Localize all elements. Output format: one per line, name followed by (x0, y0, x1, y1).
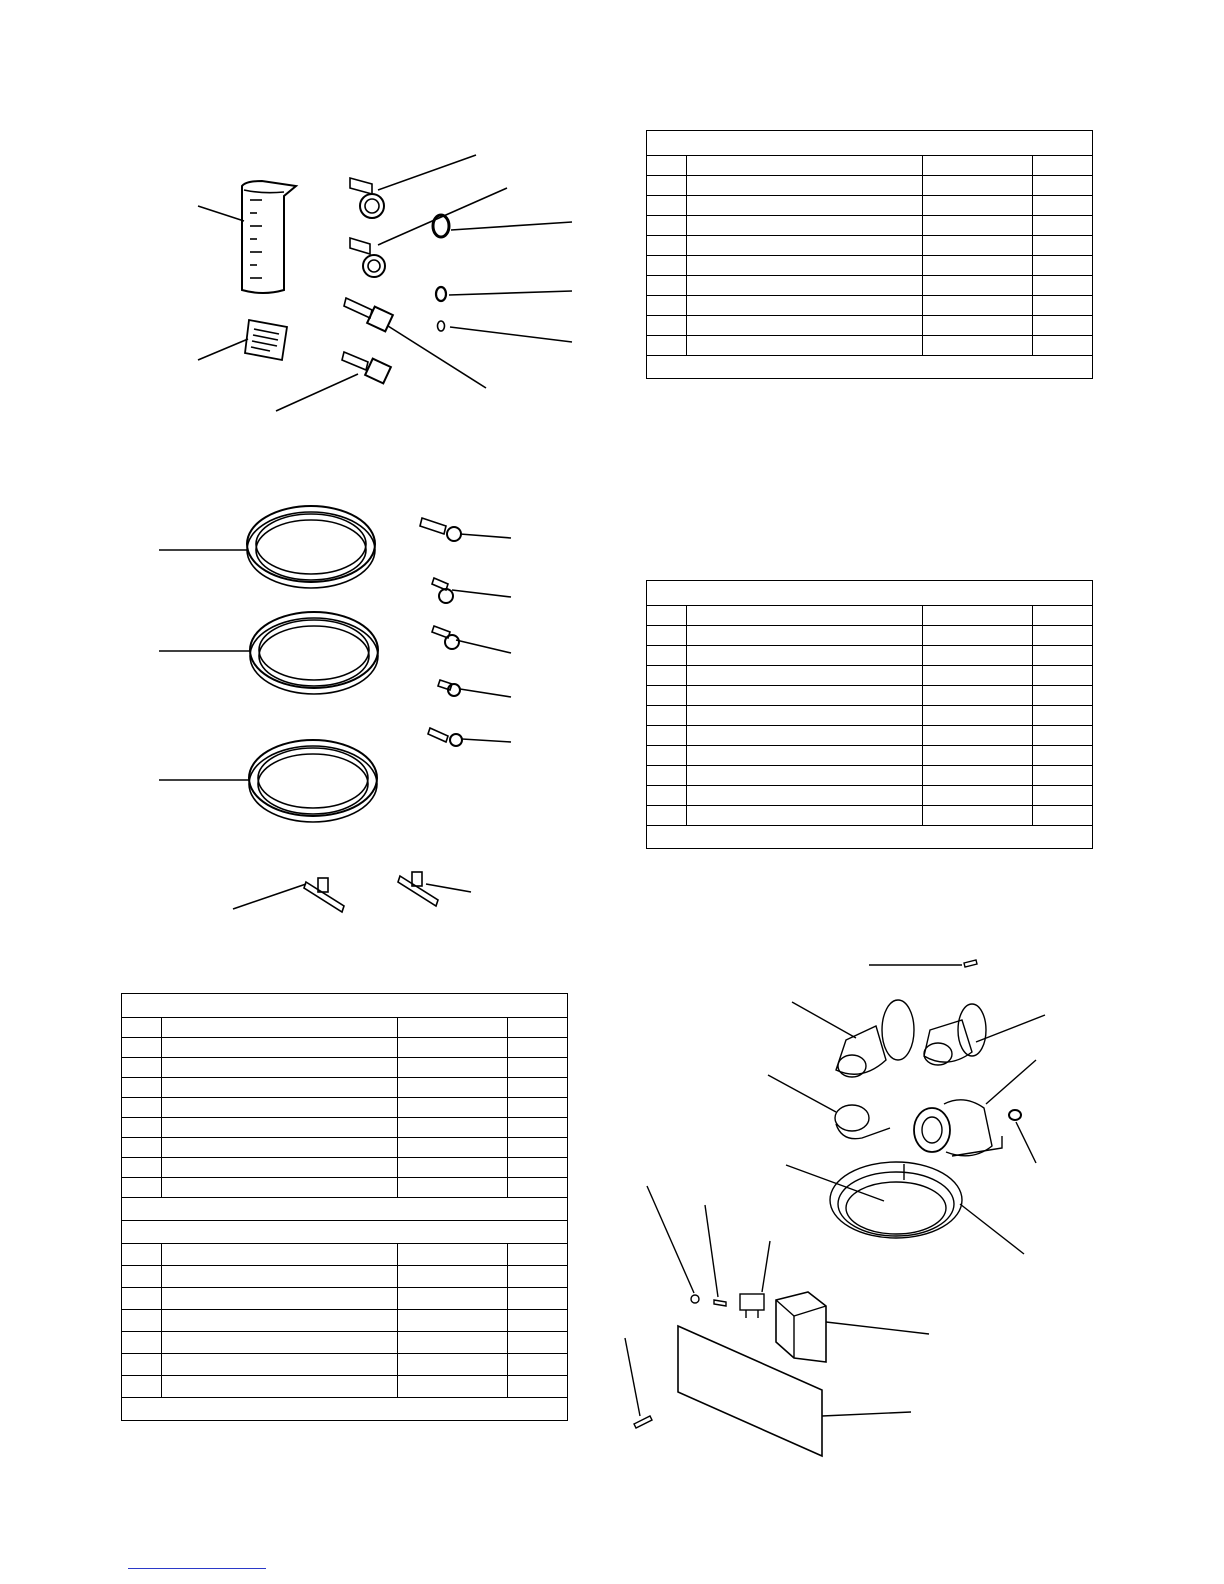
tubing-coil-icon (247, 506, 375, 588)
leader-line (960, 1204, 1024, 1254)
leader-line (625, 1338, 640, 1416)
leader-line (378, 155, 476, 190)
tubing-coil-icon (249, 740, 377, 822)
leader-line (822, 1412, 911, 1416)
instruction-card-icon (245, 320, 287, 360)
pump-inlet-nozzle-icon (836, 1000, 914, 1077)
small-fitting-icon (438, 680, 460, 696)
leader-line (276, 374, 358, 411)
o-ring-medium-icon (436, 287, 446, 301)
leader-line (388, 326, 486, 388)
leader-line (460, 534, 511, 538)
leader-line (986, 1060, 1036, 1104)
leader-line (233, 884, 306, 909)
leader-line (762, 1241, 770, 1292)
leader-line (198, 339, 248, 360)
measuring-cup-icon (242, 181, 296, 293)
small-fitting-icon (432, 626, 459, 649)
drain-tube-coil-icon (830, 1162, 962, 1238)
pump-motor-icon (914, 1100, 1002, 1156)
nut-icon (691, 1295, 699, 1303)
bolt-icon (634, 1416, 652, 1428)
leader-line (826, 1322, 929, 1334)
mounting-plate-icon (678, 1326, 822, 1456)
leader-line (456, 640, 511, 653)
leader-line (198, 206, 244, 221)
leader-line (451, 222, 572, 230)
o-ring-small-icon (438, 321, 445, 331)
leader-line (449, 291, 572, 295)
tubing-coil-icon (250, 612, 378, 694)
leader-line (705, 1205, 718, 1297)
leader-line (768, 1075, 836, 1112)
small-fitting-icon (428, 728, 462, 746)
small-fitting-icon (420, 518, 461, 541)
leader-line (426, 884, 471, 892)
footer-rule (128, 1568, 266, 1569)
leader-line (1016, 1122, 1036, 1163)
leader-line (450, 327, 572, 342)
washer-icon (1009, 1110, 1021, 1120)
screw-icon (964, 960, 977, 967)
leader-line (452, 590, 511, 597)
leader-line (460, 689, 511, 697)
small-screw-icon (714, 1300, 726, 1306)
o-ring-large-icon (433, 215, 449, 237)
leader-line (462, 739, 511, 742)
tee-valve-icon (304, 878, 344, 912)
fuse-icon (740, 1294, 764, 1318)
control-box-icon (776, 1292, 826, 1362)
straight-fitting-icon (344, 298, 393, 331)
elbow-fitting-icon (350, 178, 384, 218)
hose-clamp-icon (835, 1105, 890, 1139)
leader-line (792, 1002, 856, 1038)
leader-line (786, 1165, 884, 1201)
pump-outlet-nozzle-icon (924, 1004, 986, 1065)
leader-line (647, 1186, 694, 1293)
small-fitting-icon (432, 578, 453, 603)
tee-valve-icon (398, 872, 438, 906)
